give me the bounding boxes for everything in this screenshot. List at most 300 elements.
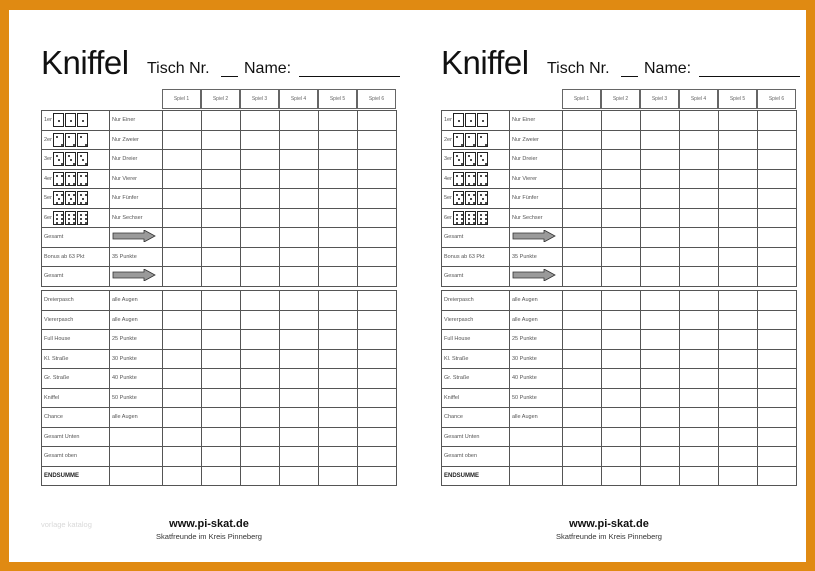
score-cell[interactable] [319,447,358,467]
score-cell[interactable] [719,330,758,350]
score-cell[interactable] [319,150,358,170]
row-description: 50 Punkte [110,388,163,408]
score-cell[interactable] [563,267,602,287]
score-cell[interactable] [680,466,719,486]
footer-url[interactable]: www.pi-skat.de [569,518,649,530]
score-cell[interactable] [358,388,397,408]
row-label: Gesamt [42,228,110,248]
score-cell[interactable] [602,189,641,209]
score-cell[interactable] [319,111,358,131]
row-label: Gesamt oben [42,447,110,467]
row-label: Viererpasch [42,310,110,330]
score-cell[interactable] [241,111,280,131]
score-cell[interactable] [319,349,358,369]
score-cell[interactable] [602,228,641,248]
score-cell[interactable] [319,427,358,447]
score-cell[interactable] [358,208,397,228]
score-cell[interactable] [280,408,319,428]
die-4-icon [65,172,76,186]
score-cell[interactable] [641,189,680,209]
score-cell[interactable] [602,150,641,170]
score-cell[interactable] [163,408,202,428]
score-cell[interactable] [680,228,719,248]
score-cell[interactable] [358,189,397,209]
lower-score-table [441,290,797,486]
score-cell[interactable] [241,247,280,267]
score-cell[interactable] [163,466,202,486]
score-cell[interactable] [602,466,641,486]
tisch-input-line[interactable] [621,76,638,77]
score-cell[interactable] [280,330,319,350]
score-cell[interactable] [602,369,641,389]
score-cell[interactable] [758,189,797,209]
row-label: Bonus ab 63 Pkt [442,247,510,267]
table-row [42,208,397,228]
row-label: 3er [44,156,52,163]
score-cell[interactable] [680,408,719,428]
score-cell[interactable] [202,349,241,369]
score-cell[interactable] [319,189,358,209]
score-cell[interactable] [280,247,319,267]
score-cell[interactable] [563,228,602,248]
table-row [442,310,797,330]
die-2-icon [65,133,76,147]
tisch-input-line[interactable] [221,76,238,77]
score-cell[interactable] [280,150,319,170]
score-cell[interactable] [358,228,397,248]
score-cell[interactable] [241,408,280,428]
score-cell[interactable] [680,388,719,408]
score-cell[interactable] [163,447,202,467]
score-cell[interactable] [719,408,758,428]
tisch-label: Tisch Nr. [147,60,210,77]
die-1-icon [77,113,88,127]
score-cell[interactable] [241,208,280,228]
table-row [442,267,797,287]
name-input-line[interactable] [299,76,400,77]
footer-url[interactable]: www.pi-skat.de [169,518,249,530]
table-row [442,169,797,189]
score-cell[interactable] [319,291,358,311]
score-cell[interactable] [280,228,319,248]
score-cell[interactable] [241,130,280,150]
score-cell[interactable] [319,330,358,350]
score-cell[interactable] [680,369,719,389]
score-cell[interactable] [641,111,680,131]
score-cell[interactable] [680,447,719,467]
score-cell[interactable] [680,247,719,267]
score-cell[interactable] [758,208,797,228]
score-cell[interactable] [202,208,241,228]
score-cell[interactable] [202,130,241,150]
score-cell[interactable] [202,267,241,287]
score-cell[interactable] [758,408,797,428]
score-cell[interactable] [202,247,241,267]
die-3-icon [477,152,488,166]
score-cell[interactable] [719,130,758,150]
score-cell[interactable] [719,208,758,228]
score-cell[interactable] [241,447,280,467]
score-cell[interactable] [680,189,719,209]
score-cell[interactable] [680,267,719,287]
score-cell[interactable] [358,330,397,350]
score-cell[interactable] [280,447,319,467]
score-cell[interactable] [163,189,202,209]
score-cell[interactable] [280,369,319,389]
score-cell[interactable] [563,291,602,311]
score-cell[interactable] [602,330,641,350]
score-cell[interactable] [719,291,758,311]
row-label: 4er [44,175,52,182]
score-cell[interactable] [602,130,641,150]
score-cell[interactable] [280,208,319,228]
spiel-header-4: Spiel 4 [279,89,318,109]
score-cell[interactable] [280,130,319,150]
score-cell[interactable] [602,208,641,228]
spiel-header-4: Spiel 4 [679,89,718,109]
row-description: Nur Vierer [510,169,563,189]
die-4-icon [77,172,88,186]
score-cell[interactable] [319,247,358,267]
score-cell[interactable] [280,111,319,131]
score-cell[interactable] [358,111,397,131]
score-cell[interactable] [358,427,397,447]
score-cell[interactable] [163,150,202,170]
score-cell[interactable] [719,169,758,189]
score-cell[interactable] [319,130,358,150]
score-cell[interactable] [719,150,758,170]
score-cell[interactable] [163,228,202,248]
score-cell[interactable] [563,447,602,467]
score-cell[interactable] [358,150,397,170]
row-description: 35 Punkte [110,247,163,267]
score-cell[interactable] [280,267,319,287]
score-cell[interactable] [280,169,319,189]
die-1-icon [465,113,476,127]
score-cell[interactable] [202,447,241,467]
score-cell[interactable] [758,267,797,287]
score-cell[interactable] [641,466,680,486]
row-description: 30 Punkte [510,349,563,369]
score-cell[interactable] [641,447,680,467]
score-cell[interactable] [563,349,602,369]
score-cell[interactable] [563,169,602,189]
score-cell[interactable] [163,208,202,228]
score-cell[interactable] [202,310,241,330]
table-row [42,388,397,408]
table-row [42,111,397,131]
spiel-header-6: Spiel 6 [757,89,796,109]
row-label: 5er [44,195,52,202]
score-cell[interactable] [319,408,358,428]
score-cell[interactable] [719,369,758,389]
score-cell[interactable] [358,466,397,486]
score-cell[interactable] [758,130,797,150]
score-cell[interactable] [641,208,680,228]
score-cell[interactable] [641,349,680,369]
tisch-label: Tisch Nr. [547,60,610,77]
name-input-line[interactable] [699,76,800,77]
score-cell[interactable] [358,310,397,330]
score-cell[interactable] [241,466,280,486]
row-label: Full House [442,330,510,350]
score-cell[interactable] [602,349,641,369]
score-cell[interactable] [719,349,758,369]
score-cell[interactable] [163,130,202,150]
row-description: Nur Dreier [510,150,563,170]
score-cell[interactable] [163,111,202,131]
score-cell[interactable] [758,150,797,170]
score-cell[interactable] [563,111,602,131]
score-cell[interactable] [319,267,358,287]
score-cell[interactable] [319,369,358,389]
score-cell[interactable] [641,247,680,267]
score-cell[interactable] [602,310,641,330]
score-cell[interactable] [719,466,758,486]
die-2-icon [453,133,464,147]
score-cell[interactable] [163,267,202,287]
row-description: 25 Punkte [510,330,563,350]
score-cell[interactable] [641,130,680,150]
score-cell[interactable] [319,310,358,330]
score-cell[interactable] [680,169,719,189]
score-cell[interactable] [202,169,241,189]
row-description [110,427,163,447]
score-cell[interactable] [719,310,758,330]
score-cell[interactable] [641,150,680,170]
score-cell[interactable] [758,291,797,311]
score-cell[interactable] [719,189,758,209]
score-cell[interactable] [641,408,680,428]
score-cell[interactable] [280,466,319,486]
row-description: Nur Sechser [510,208,563,228]
score-cell[interactable] [758,466,797,486]
score-cell[interactable] [202,111,241,131]
watermark: vorlage katalog [41,520,92,529]
score-cell[interactable] [280,388,319,408]
score-cell[interactable] [319,388,358,408]
score-cell[interactable] [680,130,719,150]
score-cell[interactable] [358,291,397,311]
score-cell[interactable] [719,247,758,267]
score-cell[interactable] [163,169,202,189]
score-cell[interactable] [563,466,602,486]
score-cell[interactable] [602,267,641,287]
score-cell[interactable] [241,291,280,311]
score-cell[interactable] [163,330,202,350]
score-cell[interactable] [358,169,397,189]
score-cell[interactable] [758,369,797,389]
score-cell[interactable] [719,447,758,467]
score-cell[interactable] [241,369,280,389]
score-cell[interactable] [241,150,280,170]
score-cell[interactable] [641,291,680,311]
die-5-icon [65,191,76,205]
score-cell[interactable] [641,369,680,389]
score-cell[interactable] [241,388,280,408]
arrow-right-icon [112,269,156,281]
score-cell[interactable] [163,427,202,447]
score-cell[interactable] [280,189,319,209]
score-cell[interactable] [358,130,397,150]
score-cell[interactable] [563,369,602,389]
score-cell[interactable] [241,267,280,287]
score-cell[interactable] [602,247,641,267]
table-row [42,369,397,389]
score-cell[interactable] [280,310,319,330]
table-row [442,447,797,467]
row-label: Dreierpasch [42,291,110,311]
score-cell[interactable] [319,228,358,248]
score-cell[interactable] [358,267,397,287]
score-cell[interactable] [563,189,602,209]
score-cell[interactable] [602,291,641,311]
score-cell[interactable] [163,291,202,311]
score-cell[interactable] [719,388,758,408]
score-cell[interactable] [280,349,319,369]
score-cell[interactable] [602,427,641,447]
score-cell[interactable] [680,330,719,350]
score-cell[interactable] [758,447,797,467]
score-cell[interactable] [719,427,758,447]
score-cell[interactable] [758,247,797,267]
score-cell[interactable] [563,388,602,408]
upper-score-table [41,110,397,287]
score-cell[interactable] [641,310,680,330]
die-3-icon [453,152,464,166]
score-cell[interactable] [202,427,241,447]
die-6-icon [77,211,88,225]
score-cell[interactable] [241,330,280,350]
score-cell[interactable] [680,111,719,131]
row-label: Gesamt [42,267,110,287]
score-cell[interactable] [358,408,397,428]
die-5-icon [53,191,64,205]
spiel-header-6: Spiel 6 [357,89,396,109]
score-cell[interactable] [602,388,641,408]
score-cell[interactable] [719,228,758,248]
score-cell[interactable] [241,169,280,189]
score-cell[interactable] [358,349,397,369]
score-cell[interactable] [758,427,797,447]
score-cell[interactable] [563,208,602,228]
row-description: Nur Zweier [110,130,163,150]
score-cell[interactable] [680,291,719,311]
score-cell[interactable] [758,228,797,248]
score-cell[interactable] [358,447,397,467]
score-cell[interactable] [758,349,797,369]
die-5-icon [77,191,88,205]
score-cell[interactable] [202,388,241,408]
score-cell[interactable] [280,427,319,447]
score-cell[interactable] [163,388,202,408]
score-cell[interactable] [319,208,358,228]
table-row [42,349,397,369]
score-cell[interactable] [641,228,680,248]
spiel-header-2: Spiel 2 [601,89,640,109]
score-cell[interactable] [202,228,241,248]
score-cell[interactable] [202,466,241,486]
score-cell[interactable] [563,427,602,447]
score-cell[interactable] [680,310,719,330]
score-cell[interactable] [641,388,680,408]
score-cell[interactable] [202,330,241,350]
score-cell[interactable] [163,310,202,330]
score-cell[interactable] [202,291,241,311]
score-sheet-paper [9,10,806,562]
score-cell[interactable] [163,247,202,267]
score-cell[interactable] [358,247,397,267]
score-cell[interactable] [202,369,241,389]
score-cell[interactable] [758,330,797,350]
score-cell[interactable] [563,247,602,267]
score-cell[interactable] [563,310,602,330]
arrow-right-icon [512,269,556,281]
score-cell[interactable] [280,291,319,311]
row-description: Nur Einer [110,111,163,131]
score-cell[interactable] [563,408,602,428]
score-cell[interactable] [719,267,758,287]
score-cell[interactable] [680,150,719,170]
score-cell[interactable] [602,447,641,467]
score-cell[interactable] [680,427,719,447]
score-cell[interactable] [602,169,641,189]
score-cell[interactable] [680,349,719,369]
score-cell[interactable] [202,189,241,209]
score-cell[interactable] [163,369,202,389]
arrow-right-icon [512,230,556,242]
score-cell[interactable] [641,267,680,287]
score-cell[interactable] [641,330,680,350]
score-cell[interactable] [719,111,758,131]
die-4-icon [465,172,476,186]
score-cell[interactable] [602,111,641,131]
row-label: Kl. Straße [442,349,510,369]
score-cell[interactable] [563,150,602,170]
score-cell[interactable] [758,111,797,131]
score-cell[interactable] [202,408,241,428]
score-cell[interactable] [202,150,241,170]
score-cell[interactable] [563,130,602,150]
score-cell[interactable] [319,466,358,486]
score-cell[interactable] [241,427,280,447]
lower-score-table [41,290,397,486]
score-cell[interactable] [241,349,280,369]
row-label: 5er [444,195,452,202]
score-cell[interactable] [241,189,280,209]
table-row [442,208,797,228]
score-cell[interactable] [758,388,797,408]
row-label: Gesamt [442,267,510,287]
score-cell[interactable] [602,408,641,428]
score-cell[interactable] [319,169,358,189]
score-cell[interactable] [758,310,797,330]
score-cell[interactable] [641,169,680,189]
die-4-icon [453,172,464,186]
table-row [442,369,797,389]
name-label: Name: [244,60,292,77]
score-cell[interactable] [563,330,602,350]
score-cell[interactable] [163,349,202,369]
score-cell[interactable] [680,208,719,228]
score-cell[interactable] [641,427,680,447]
score-cell[interactable] [241,228,280,248]
score-cell[interactable] [358,369,397,389]
score-cell[interactable] [758,169,797,189]
arrow-right-icon [112,230,156,242]
score-cell[interactable] [241,310,280,330]
row-label: 6er [444,214,452,221]
